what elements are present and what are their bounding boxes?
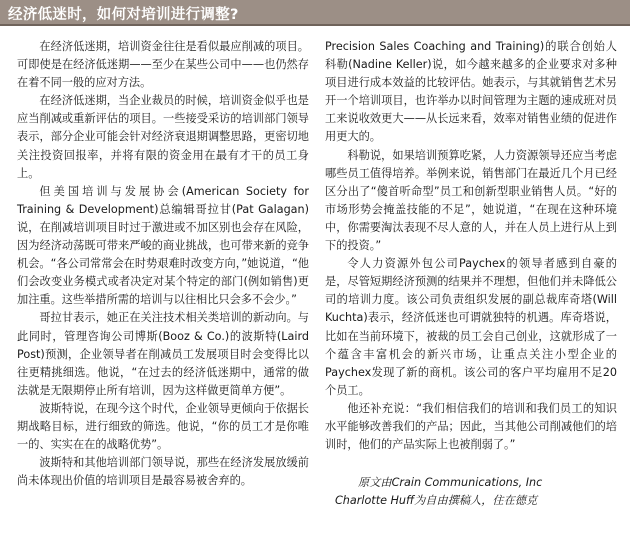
paragraph: 令人力资源外包公司Paychex的领导者感到自豪的是，尽管短期经济预测的结果并不理想，但他们并未降低公司的培训力度。该公司负责组织发展的副总裁库奇塔(Will Kuchta)表示，经济低迷也可谓就独特的机遇。库奇塔说，比如在当前环境下，被裁的员工会自己创业，这就形成了一个蕴含丰富机会的新兴市场，让重点关注小型企业的Paychex发现了新的商机。该公司的客户平均雇用不足20个员工。 (325, 257, 617, 397)
paragraph: 波斯特和其他培训部门领导说，那些在经济发展放缓前尚未体现出价值的培训项目是最容易被舍弃的。 (17, 456, 309, 488)
left-column (17, 38, 309, 490)
paragraph-continued: Precision Sales Coaching and Training)的联合创始人科勒(Nadine Keller)说，如今越来越多的企业要求对多种项目进行成本效益的比较评估。她表示，与其就销售艺术另开一个培训项目，也许举办以时间管理为主题的速成班对员工来说收效更大——从长远来看，效率对销售业绩的促进作用更大的。 (325, 40, 617, 144)
credit-author: Charlotte Huff为自由撰稿人，住在德克 (335, 494, 538, 507)
paragraph: 哥拉甘表示，她正在关注技术相关类培训的新动向。与此同时，管理咨询公司博斯(Booz & Co.)的波斯特(Laird Post)预测，企业领导者在削减员工发展项目时会变得比以往更精挑细选。他说，“在过去的经济低迷期中，通常的做法就是无限期停止所有培训，因为这样做更简单方便”。 (17, 311, 309, 397)
title-bar (0, 0, 630, 26)
credit-source: 原文由Crain Communications, Inc (358, 476, 543, 489)
paragraph: 但美国培训与发展协会(American Society for Training & Development)总编辑哥拉甘(Pat Galagan)说，在削减培训项目时过于激进或不加区别也会存在风险，因为经济动荡既可带来严峻的商业挑战，也可带来新的竞争机会。“各公司常常会在时势艰难时改变方向，”她说道，“他们会改变业务模式或者决定对某个特定的部门(例如销售)更加注重。这些举措所需的培训与以往相比只会多不会少。” (17, 184, 309, 307)
paragraph: 波斯特说，在现今这个时代，企业领导更倾向于依据长期战略目标，进行细致的筛选。他说，“你的员工才是你唯一的、实实在在的战略优势”。 (17, 401, 309, 452)
paragraph: 他还补充说：“我们相信我们的培训和我们员工的知识水平能够改善我们的产品；因此，当其他公司削减他们的培训时，他们的产品实际上也被削弱了。” (325, 401, 617, 452)
paragraph: 科勒说，如果培训预算吃紧，人力资源领导还应当考虑哪些员工值得培养。举例来说，销售部门在最近几个月已经区分出了“傻首听命型”员工和创新型职业销售人员。“好的市场形势会掩盖技能的不足”，她说道，“在现在这种环境中，你需要淘汰表现不尽人意的人，并在人员上进行从上到下的投资。” (325, 148, 617, 253)
article-credit (335, 474, 630, 510)
right-column (325, 38, 617, 454)
paragraph: 在经济低迷期，当企业裁员的时候，培训资金似乎也是应当削减或重新评估的项目。一些接受采访的培训部门领导表示，部分企业可能会针对经济衰退期调整思路，更密切地关注投资回报率，并将有限的资金用在最有才干的员工身上。 (17, 94, 309, 180)
paragraph: 在经济低迷期，培训资金往往是看似最应削减的项目。可即使是在经济低迷期——至少在某些公司中——也仍然存在着不同一般的应对方法。 (17, 40, 309, 90)
article-title: 经济低迷时，如何对培训进行调整? (8, 7, 239, 23)
